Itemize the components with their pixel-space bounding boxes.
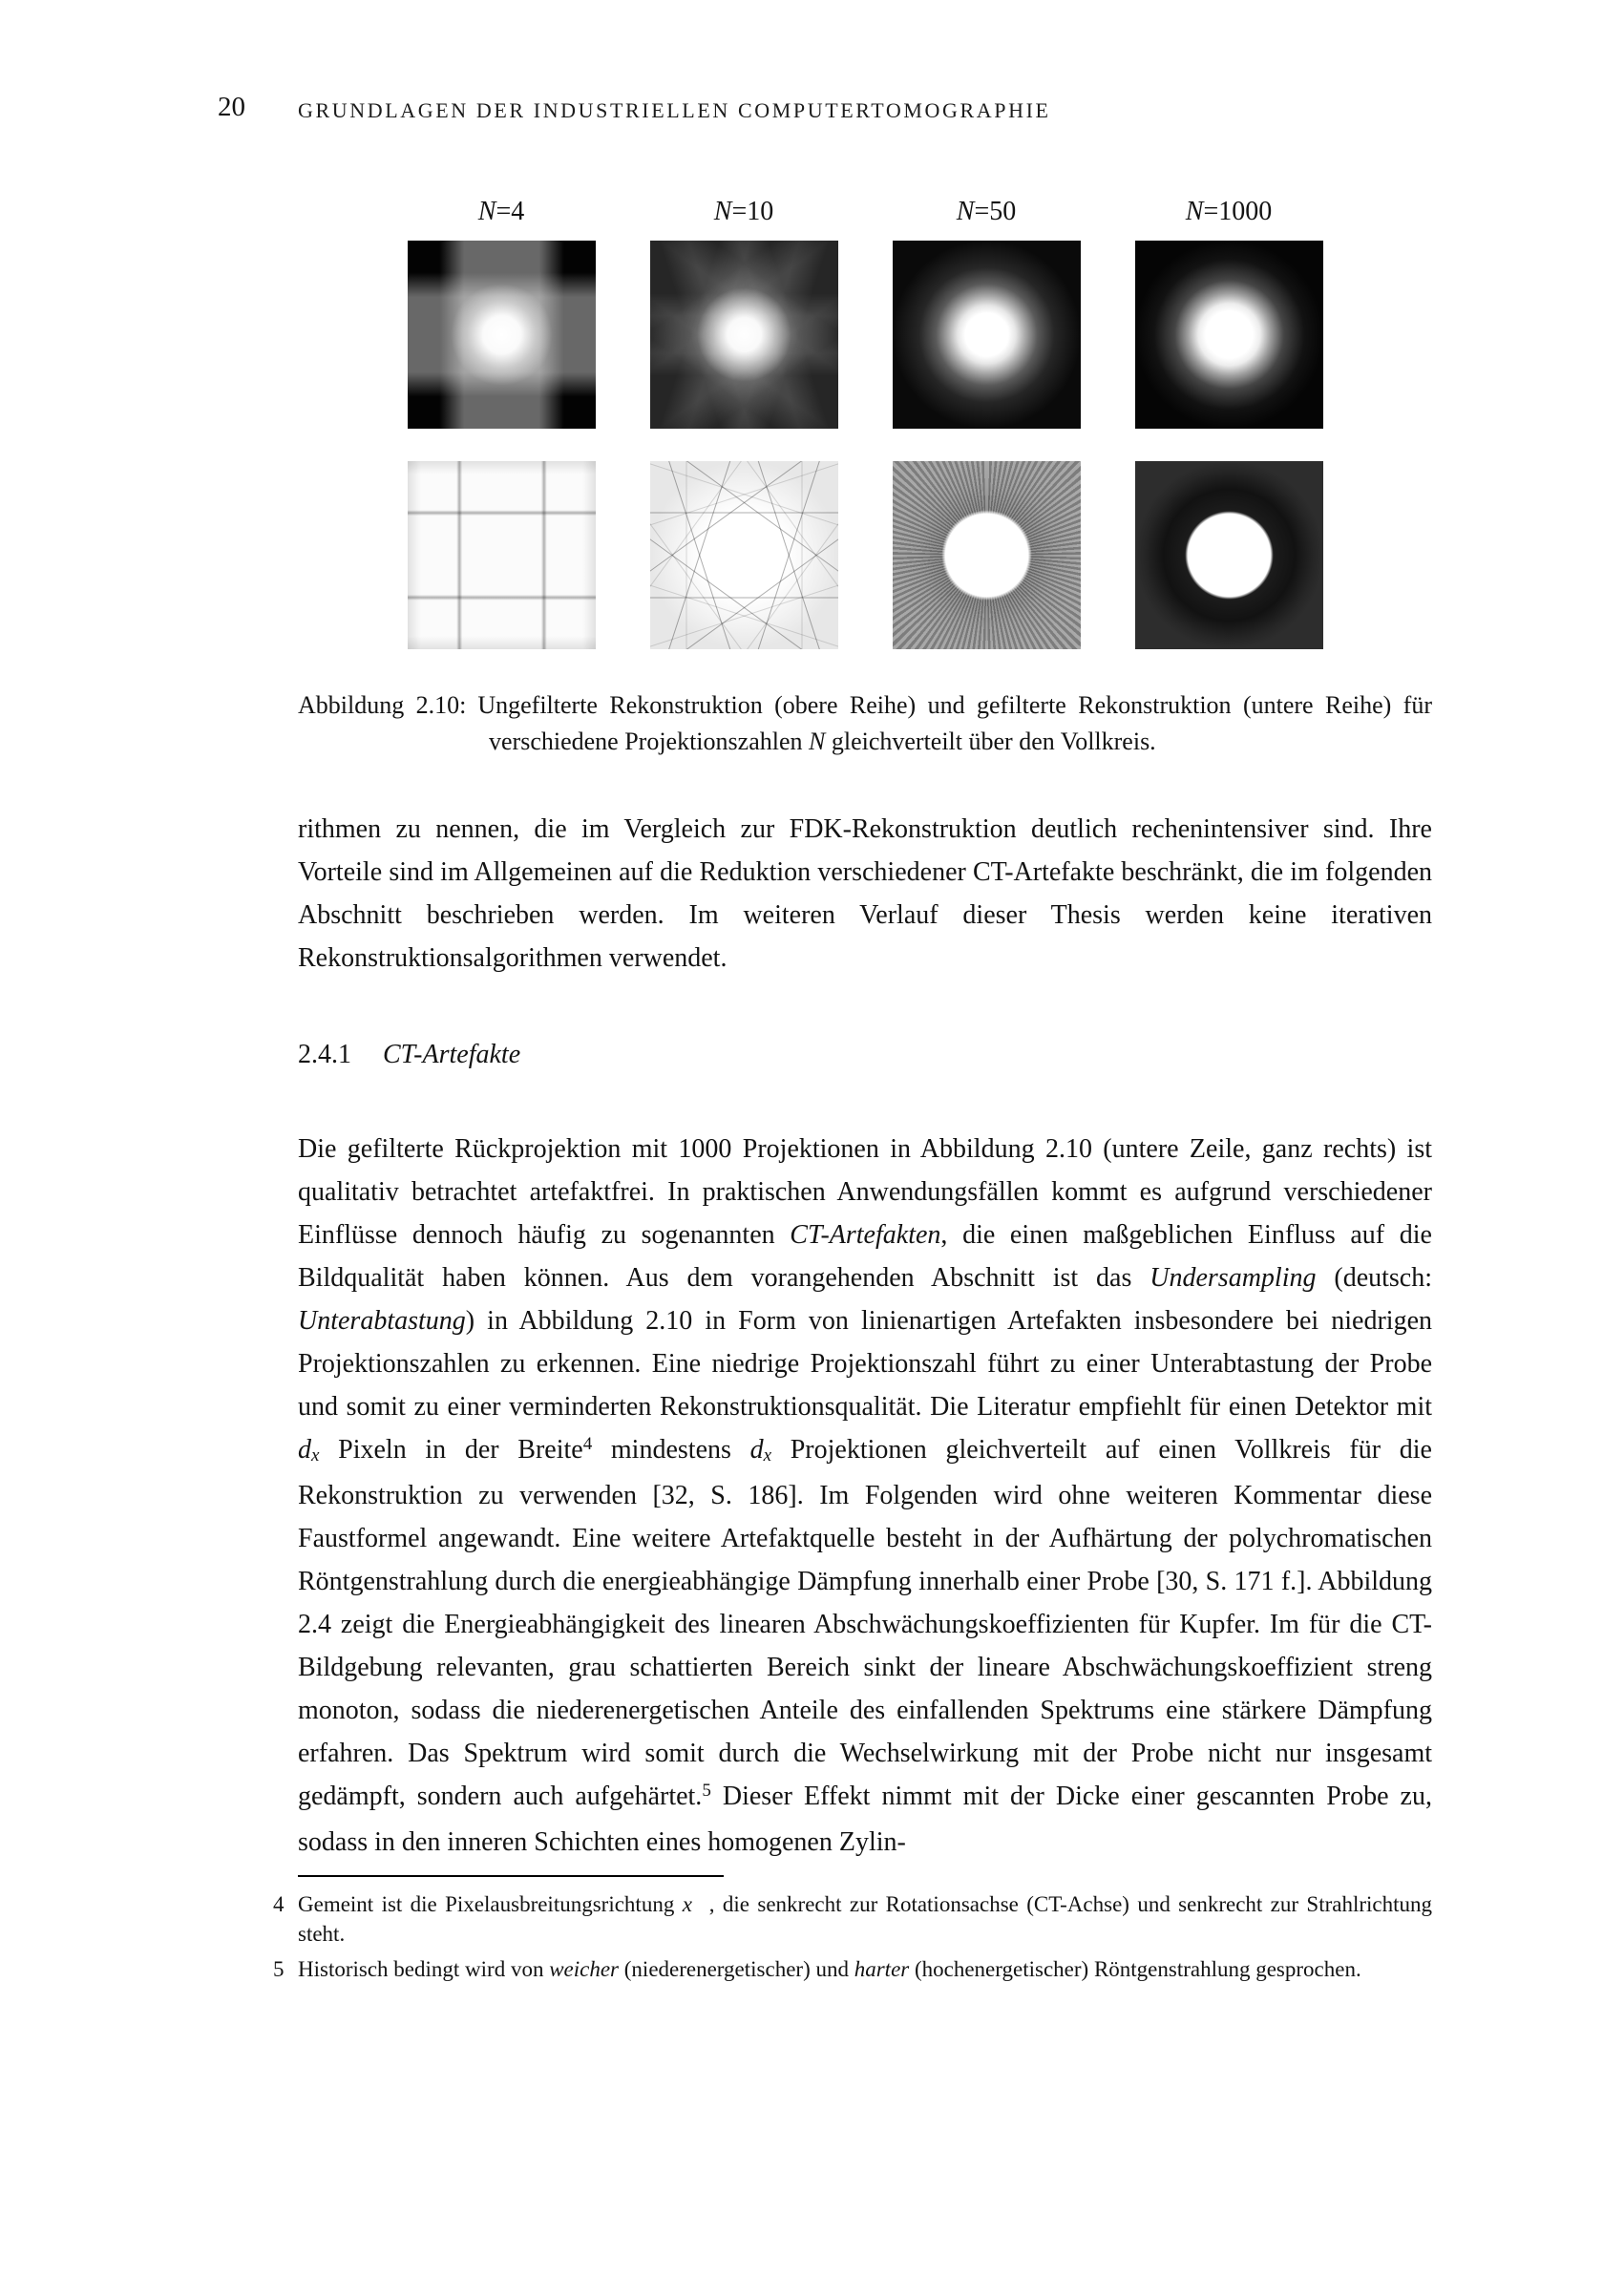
paragraph-continuation: rithmen zu nennen, die im Vergleich zur FDK-Rekonstruktion deutlich rechenintensiver sind. Ihre Vorteile sind im Allgemeinen auf die Reduktion verschiedener CT-Artefakte beschränkt, die im folgenden Abschnitt beschrieben werden. Im weiteren Verlauf dieser Thesis werden keine iterativen Rekonstruktionsalgorithmen verwendet. <box>298 814 1432 973</box>
figure-label-n10: N=10 <box>713 197 774 226</box>
footnotes-block <box>273 1875 1432 1984</box>
figure-label-n4: N=4 <box>477 197 525 226</box>
ct-image-unfiltered-n1000 <box>1135 241 1323 429</box>
paragraph-ct-artefakte: Die gefilterte Rückprojektion mit 1000 Projektionen in Abbildung 2.10 (untere Zeile, ganz rechts) ist qualitativ betrachtet artefaktfrei. In praktischen Anwendungsfällen kommt es aufgrund verschiedener Einflüsse dennoch häufig zu sogenannten CT-Artefakten, die einen maßgeblichen Einfluss auf die Bildqualität haben können. Aus dem vorangehenden Abschnitt ist das Undersampling (deutsch: Unterabtastung) in Abbildung 2.10 in Form von linienartigen Artefakten insbesondere bei niedrigen Projektionszahlen zu erkennen. Eine niedrige Projektionszahl führt zu einer Unterabtastung der Probe und somit zu einer verminderten Rekonstruktionsqualität. Die Literatur empfiehlt für einen Detektor mit dx Pixeln in der Breite$^4$ mindestens dx Projektionen gleichverteilt auf einen Vollkreis für die Rekonstruktion zu verwenden [32, S. 186]. Im Folgenden wird ohne weiteren Kommentar diese Faustformel angewandt. Eine weitere Artefaktquelle besteht in der Aufhärtung der polychromatischen Röntgenstrahlung durch die energieabhängige Dämpfung innerhalb einer Probe [30, S. 171 f.]. Abbildung 2.4 zeigt die Energieabhängigkeit des linearen Abschwächungskoeffizienten für Kupfer. Im für die CT-Bildgebung relevanten, grau schattierten Bereich sinkt der lineare Abschwächungskoeffizient streng monoton, sodass die niederenergetischen Anteile des einfallenden Spektrums eine stärkere Dämpfung erfahren. Das Spektrum wird somit durch die Wechselwirkung mit der Probe nicht nur insgesamt gedämpft, sondern auch aufgehärtet.$^5$ Dieser Effekt nimmt mit der Dicke einer gescannten Probe zu, sodass in den inneren Schichten eines homogenen Zylin- <box>298 1134 1433 1857</box>
ct-image-filtered-n50 <box>893 461 1081 649</box>
figure-row-filtered <box>298 461 1432 649</box>
section-heading-2-4-1 <box>298 1033 1432 1076</box>
figure-caption <box>298 687 1432 760</box>
projection-line-pattern <box>650 461 838 649</box>
section-title: CT-Artefakte <box>383 1040 521 1069</box>
ct-image-unfiltered-n10 <box>650 241 838 429</box>
running-header-title: GRUNDLAGEN DER INDUSTRIELLEN COMPUTERTOMOGRAPHIE <box>298 98 1051 122</box>
footnote-text: Gemeint ist die Pixelausbreitungsrichtung x⃗, die senkrecht zur Rotationsachse (CT-Achse) und senkrecht zur Strahlrichtung steht. <box>298 1892 1432 1946</box>
footnote-number: 5 <box>273 1957 285 1981</box>
body-text <box>298 808 1432 1864</box>
section-number: 2.4.1 <box>298 1040 351 1069</box>
footnote-5 <box>273 1954 1432 1984</box>
footnote-text: Historisch bedingt wird von weicher (niederenergetischer) und harter (hochenergetischer) Röntgenstrahlung gesprochen. <box>298 1957 1361 1981</box>
ct-image-filtered-n4 <box>408 461 596 649</box>
figure-caption-label: Abbildung 2.10: <box>298 691 467 719</box>
figure-column-labels <box>298 197 1432 227</box>
ct-image-filtered-n1000 <box>1135 461 1323 649</box>
figure-row-unfiltered <box>298 241 1432 429</box>
footnote-4 <box>273 1889 1432 1949</box>
ct-image-unfiltered-n4 <box>408 241 596 429</box>
figure-label-n1000: N=1000 <box>1185 197 1273 226</box>
ct-image-unfiltered-n50 <box>893 241 1081 429</box>
figure-caption-text: Ungefilterte Rekonstruktion (obere Reihe) und gefilterte Rekonstruktion (untere Reihe) für verschiedene Projektionszahlen N gleichverteilt über den Vollkreis. <box>477 691 1432 755</box>
ct-image-filtered-n10 <box>650 461 838 649</box>
footnote-number: 4 <box>273 1892 285 1916</box>
figure-label-n50: N=50 <box>956 197 1017 226</box>
footnote-rule <box>298 1875 724 1877</box>
page-number: 20 <box>218 92 245 122</box>
figure-2-10 <box>298 197 1432 760</box>
running-header <box>218 92 1432 130</box>
